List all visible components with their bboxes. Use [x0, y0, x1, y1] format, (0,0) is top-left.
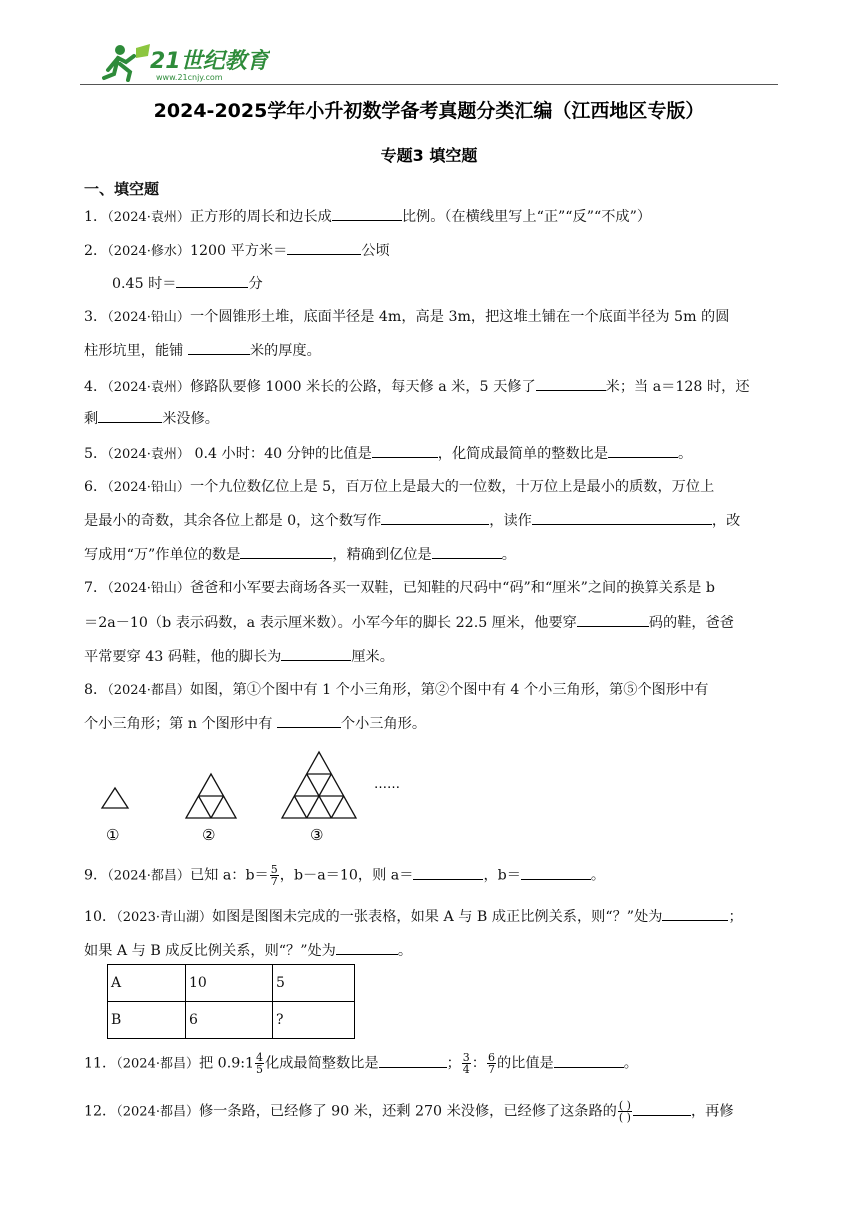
question-8-line-2: 个小三角形；第 n 个图形中有 个小三角形。 — [84, 713, 778, 734]
fraction: $\frac{( )}{( )}$ — [618, 1099, 631, 1124]
question-2: 2．（2024·修水）1200 平方米＝ 公顷 — [84, 240, 778, 262]
fraction: $\frac{5}{7}$ — [270, 863, 278, 888]
runner-icon — [104, 44, 150, 80]
answer-blank[interactable] — [577, 612, 649, 627]
triangle-figure — [90, 744, 430, 848]
answer-blank[interactable] — [287, 240, 361, 255]
document-subtitle: 专题3 填空题 — [380, 146, 478, 165]
document-title: 2024-2025学年小升初数学备考真题分类汇编（江西地区专版） — [153, 100, 705, 122]
answer-blank[interactable] — [372, 443, 438, 458]
question-10: 10．（2023·青山湖）如图是图图未完成的一张表格，如果 A 与 B 成正比例关系，则“？”处为 ； — [84, 906, 778, 928]
table-row — [108, 1002, 355, 1039]
answer-blank[interactable] — [432, 544, 502, 559]
figure-label-1: ① — [106, 826, 120, 844]
question-7: 7．（2024·铅山）爸爸和小军要去商场各买一双鞋，已知鞋的尺码中“码”和“厘米”之间的换算关系是 b — [84, 580, 715, 596]
question-6-line-3: 写成用“万”作单位的数是 ，精确到亿位是 。 — [84, 544, 778, 565]
question-7-line-2: ＝2a－10（b 表示码数，a 表示厘米数）。小军今年的脚长 22.5 厘米，他要穿 码的鞋，爸爸 — [84, 612, 778, 633]
question-2-part-2: 0.45 时＝ 分 — [112, 273, 806, 294]
table-cell: A — [108, 965, 186, 1002]
question-3: 3．（2024·铅山）一个圆锥形土堆，底面半径是 4m，高是 3m，把这堆土铺在一个底面半径为 5m 的圆 — [84, 309, 730, 325]
answer-blank[interactable] — [532, 510, 712, 525]
table-cell: B — [108, 1002, 186, 1039]
answer-blank[interactable] — [379, 1053, 447, 1068]
logo-url: www.21cnjy.com — [156, 73, 223, 82]
triangle-figure-2 — [186, 774, 236, 818]
question-9: 9．（2024·都昌）已知 a：b＝ $\frac{5}{7}$ ，b－a＝10，则 a＝ ，b＝ 。 — [84, 863, 606, 888]
table-cell: ? — [273, 1002, 355, 1039]
ratio-table — [107, 964, 355, 1039]
logo-graphic — [100, 40, 270, 84]
table-row — [108, 965, 355, 1002]
answer-blank[interactable] — [662, 906, 728, 921]
header-rule — [80, 84, 778, 85]
answer-blank[interactable] — [336, 940, 398, 955]
logo — [100, 40, 270, 84]
question-6-line-2: 是最小的奇数，其余各位上都是 0，这个数写作 ，读作 ，改 — [84, 510, 778, 531]
answer-blank[interactable] — [332, 206, 402, 221]
answer-blank[interactable] — [281, 646, 351, 661]
answer-blank[interactable] — [188, 340, 250, 355]
table-cell: 6 — [186, 1002, 273, 1039]
question-3-line-2: 柱形坑里，能铺 米的厚度。 — [84, 340, 778, 361]
question-1: 1．（2024·袁州）正方形的周长和边长成 比例。（在横线里写上“正”“反”“不成”） — [84, 206, 778, 228]
answer-blank[interactable] — [381, 510, 489, 525]
table-cell: 5 — [273, 965, 355, 1002]
figure-ellipsis: …… — [374, 777, 400, 792]
question-10-line-2: 如果 A 与 B 成反比例关系，则“？”处为 。 — [84, 940, 778, 961]
answer-blank[interactable] — [277, 713, 341, 728]
table-cell: 10 — [186, 965, 273, 1002]
answer-blank[interactable] — [521, 865, 591, 880]
section-heading: 一、填空题 — [84, 180, 160, 198]
question-4: 4．（2024·袁州）修路队要修 1000 米长的公路，每天修 a 米，5 天修了 米；当 a＝128 时，还 — [84, 376, 778, 398]
logo-text: 21世纪教育 — [150, 49, 269, 74]
question-12: 12．（2024·都昌）修一条路，已经修了 90 米，还剩 270 米没修，已经修了这条路的 $\frac{( )}{( )}$ ，再修 — [84, 1099, 734, 1124]
answer-blank[interactable] — [240, 544, 332, 559]
fraction: $\frac{4}{5}$ — [256, 1051, 264, 1076]
fraction: $\frac{6}{7}$ — [487, 1051, 495, 1076]
question-6: 6．（2024·铅山）一个九位数亿位上是 5，百万位上是最大的一位数，十万位上是最小的质数，万位上 — [84, 479, 715, 495]
fraction: $\frac{3}{4}$ — [462, 1051, 470, 1076]
question-11: 11．（2024·都昌）把 0.9:1 $\frac{4}{5}$ 化成最简整数比是 ； $\frac{3}{4}$ ： $\frac{6}{7}$ 的比值是 。 — [84, 1051, 638, 1076]
figure-label-3: ③ — [310, 826, 324, 844]
answer-blank[interactable] — [536, 376, 606, 391]
triangle-figure-3 — [282, 752, 356, 818]
answer-blank[interactable] — [413, 865, 483, 880]
question-8: 8．（2024·都昌）如图，第①个图中有 1 个小三角形，第②个图中有 4 个小三角形，第⑤个图形中有 — [84, 682, 709, 698]
answer-blank[interactable] — [98, 408, 162, 423]
answer-blank[interactable] — [633, 1101, 691, 1116]
triangle-figure-1 — [102, 788, 128, 808]
answer-blank[interactable] — [554, 1053, 624, 1068]
question-5: 5．（2024·袁州） 0.4 小时：40 分钟的比值是 ，化简成最简单的整数比是 。 — [84, 443, 778, 465]
question-7-line-3: 平常要穿 43 码鞋，他的脚长为 厘米。 — [84, 646, 778, 667]
figure-label-2: ② — [202, 826, 216, 844]
question-4-line-2: 剩 米没修。 — [84, 408, 778, 429]
answer-blank[interactable] — [176, 273, 248, 288]
answer-blank[interactable] — [608, 443, 678, 458]
